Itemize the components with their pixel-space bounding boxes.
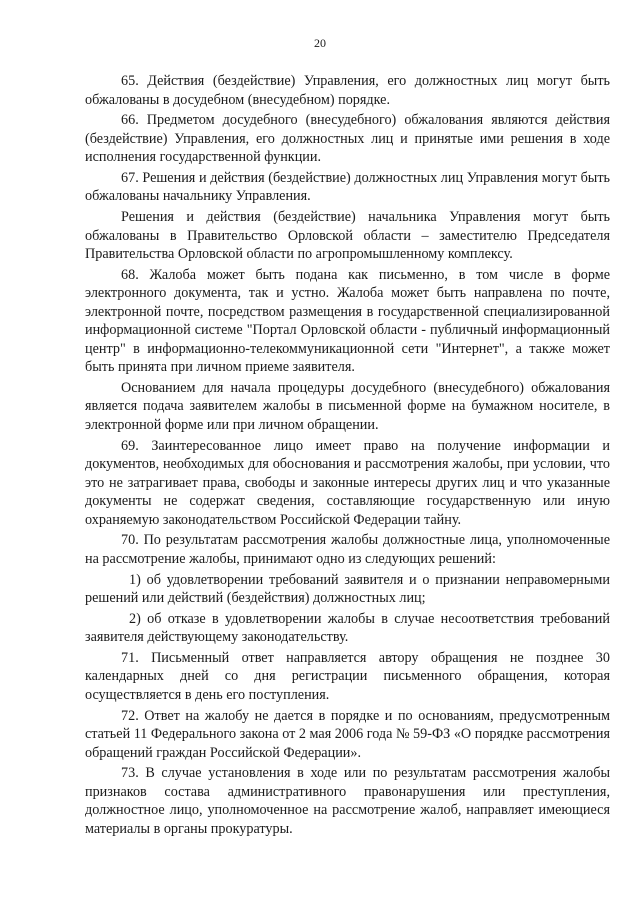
- document-body: [85, 72, 610, 840]
- paragraph-66: 66. Предметом досудебного (внесудебного) обжалования являются действия (бездействие) Управления, его должностных лиц и принятые ими решения в ходе исполнения государственной функции.: [85, 112, 610, 166]
- paragraph-67-continued: Решения и действия (бездействие) начальника Управления могут быть обжалованы в Правительство Орловской области – заместителю Председателя Правительства Орловской области по агропромышленному комплексу.: [85, 209, 610, 263]
- paragraph-71: 71. Письменный ответ направляется автору обращения не позднее 30 календарных дней со дня регистрации письменного обращения, которая осуществляется в день его поступления.: [85, 649, 610, 703]
- paragraph-67: 67. Решения и действия (бездействие) должностных лиц Управления могут быть обжалованы начальнику Управления.: [85, 169, 610, 205]
- paragraph-70-item-1: 1) об удовлетворении требований заявителя и о признании неправомерными решений или действий (бездействия) должностных лиц;: [85, 571, 610, 606]
- paragraph-73: 73. В случае установления в ходе или по результатам рассмотрения жалобы признаков состава административного правонарушения или преступления, должностное лицо, уполномоченное на рассмотрение жалоб, направляет имеющиеся материалы в органы прокуратуры.: [85, 765, 610, 837]
- paragraph-70-item-2: 2) об отказе в удовлетворении жалобы в случае несоответствия требований заявителя действующему законодательству.: [85, 610, 610, 646]
- page-number: 20: [314, 36, 326, 50]
- paragraph-65: 65. Действия (бездействие) Управления, его должностных лиц могут быть обжалованы в досудебном (внесудебном) порядке.: [85, 73, 610, 108]
- paragraph-68-continued: Основанием для начала процедуры досудебного (внесудебного) обжалования является подача заявителем жалобы в письменной форме на бумажном носителе, в электронной форме или при личном обращении.: [85, 379, 610, 433]
- paragraph-72: 72. Ответ на жалобу не дается в порядке и по основаниям, предусмотренным статьей 11 Федерального закона от 2 мая 2006 года № 59-ФЗ «О порядке рассмотрения обращений граждан Российской Федерации».: [85, 707, 610, 761]
- paragraph-68: 68. Жалоба может быть подана как письменно, в том числе в форме электронного документа, так и устно. Жалоба может быть направлена по почте, электронной почте, посредством размещения в государственной специализированной информационной системе "Портал Орловской области - публичный информационный центр" в информационно-телекоммуникационной сети "Интернет", а также может быть принята при личном приеме заявителя.: [85, 266, 610, 376]
- paragraph-70: 70. По результатам рассмотрения жалобы должностные лица, уполномоченные на рассмотрение жалобы, принимают одно из следующих решений:: [85, 532, 610, 567]
- paragraph-69: 69. Заинтересованное лицо имеет право на получение информации и документов, необходимых для обоснования и рассмотрения жалобы, при условии, что это не затрагивает права, свободы и законные интересы других лиц и что указанные документы не содержат сведения, составляющие государственную или иную охраняемую законодательством Российской Федерации тайну.: [85, 437, 610, 528]
